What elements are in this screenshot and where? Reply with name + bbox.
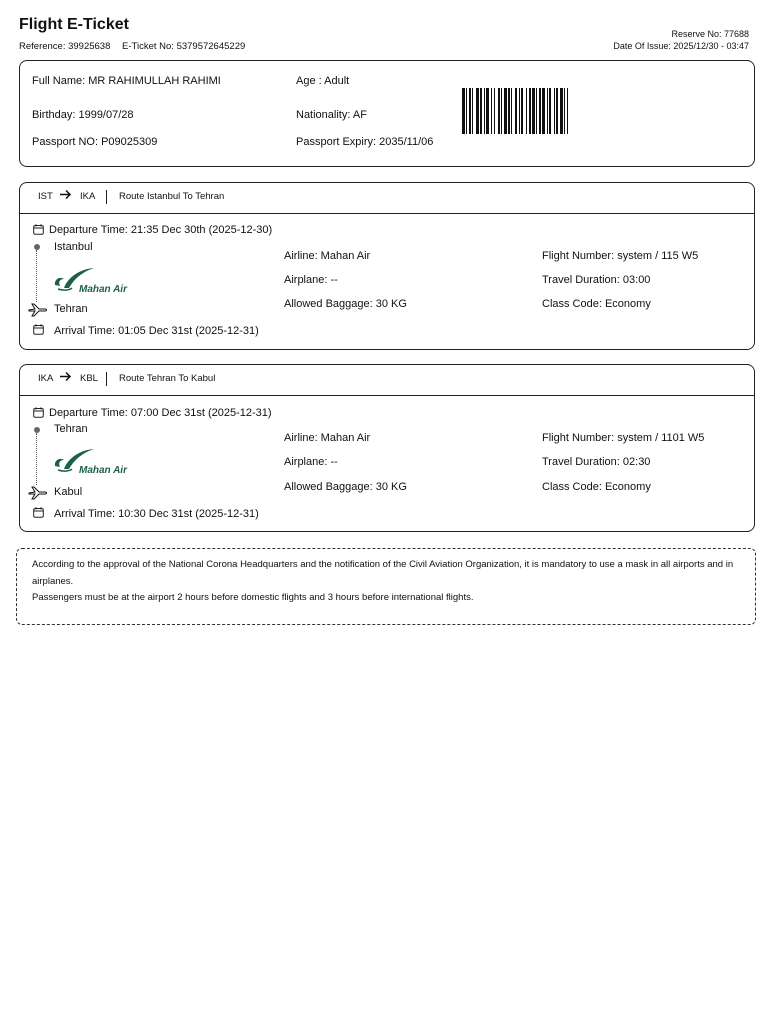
barcode-bar [498,88,500,134]
airplane: Airplane: -- [284,274,338,286]
barcode-bar [472,88,473,134]
reserve-number: Reserve No: 77688 [671,29,749,39]
flight-number: Flight Number: system / 1101 W5 [542,432,705,444]
calendar-icon [33,507,44,518]
barcode-bar [494,88,495,134]
arrival-time: Arrival Time: 10:30 Dec 31st (2025-12-31) [54,508,259,520]
reference-line [19,41,254,52]
to-code: IKA [80,191,96,202]
arrow-right-icon [59,188,72,201]
flight-number: Flight Number: system / 115 W5 [542,250,699,262]
airline: Airline: Mahan Air [284,432,371,444]
barcode-bar [560,88,563,134]
barcode-bar [462,88,465,134]
barcode-bar [466,88,467,134]
flight-leg-1 [19,182,755,350]
leg-header [20,183,754,214]
origin-city: Tehran [54,423,88,435]
age: Age : Adult [296,75,350,87]
header-right [613,28,749,52]
route-timeline [36,250,38,302]
notice-arrival-rule: Passengers must be at the airport 2 hours before domestic flights and 3 hours before international flights. [32,592,474,603]
leg-header [20,365,754,396]
origin-city: Istanbul [54,241,93,253]
barcode-bar [549,88,551,134]
barcode-bar [519,88,520,134]
class-code: Class Code: Economy [542,481,651,493]
airplane: Airplane: -- [284,456,338,468]
barcode-bar [504,88,507,134]
mahan-air-logo [52,448,132,478]
barcode-bar [536,88,537,134]
barcode-bar [554,88,555,134]
barcode-bar [567,88,568,134]
barcode-bar [529,88,531,134]
page-title: Flight E-Ticket [19,16,129,33]
route-label: Route Istanbul To Tehran [119,191,225,202]
barcode [462,88,657,134]
logo-text: Mahan Air [79,284,127,295]
barcode-bar [547,88,548,134]
route-timeline [36,433,38,485]
barcode-bar [511,88,512,134]
barcode-bar [484,88,485,134]
travel-duration: Travel Duration: 02:30 [542,456,651,468]
calendar-icon [33,224,44,235]
passport-number: Passport NO: P09025309 [32,136,158,148]
logo-text: Mahan Air [79,465,127,476]
passenger-card [19,60,755,167]
ticket-header [19,16,749,56]
departure-time: Departure Time: 07:00 Dec 31st (2025-12-31) [49,407,272,419]
barcode-bar [508,88,510,134]
nationality: Nationality: AF [296,109,367,121]
notice-mask-rule: According to the approval of the National Corona Headquarters and the notification of the Civil Aviation Organization, it is mandatory to use a mask in all airports and in airplanes. [32,559,734,587]
allowed-baggage: Allowed Baggage: 30 KG [284,481,407,493]
airline: Airline: Mahan Air [284,250,371,262]
barcode-bar [486,88,489,134]
eticket-number: E-Ticket No: 5379572645229 [122,41,246,52]
barcode-bar [526,88,527,134]
barcode-bar [539,88,541,134]
arrival-time: Arrival Time: 01:05 Dec 31st (2025-12-31) [54,325,259,337]
flight-leg-2 [19,364,755,532]
allowed-baggage: Allowed Baggage: 30 KG [284,298,407,310]
arrow-right-icon [59,370,72,383]
barcode-bar [521,88,523,134]
from-code: IST [38,191,53,202]
barcode-bar [515,88,517,134]
plane-icon [28,486,48,500]
birthday: Birthday: 1999/07/28 [32,109,134,121]
route-label: Route Tehran To Kabul [119,373,216,384]
barcode-bar [469,88,471,134]
reference-number: Reference: 39925638 [19,41,111,52]
calendar-icon [33,324,44,335]
barcode-bar [501,88,502,134]
notice-box [16,548,756,625]
calendar-icon [33,407,44,418]
header-divider [106,372,107,386]
from-code: IKA [38,373,54,384]
barcode-bar [542,88,545,134]
barcode-bar [476,88,479,134]
travel-duration: Travel Duration: 03:00 [542,274,651,286]
full-name: Full Name: MR RAHIMULLAH RAHIMI [32,75,221,87]
header-divider [106,190,107,204]
destination-city: Kabul [54,486,83,498]
destination-city: Tehran [54,303,88,315]
passport-expiry: Passport Expiry: 2035/11/06 [296,136,434,148]
barcode-bar [556,88,558,134]
issue-date: Date Of Issue: 2025/12/30 - 03:47 [613,41,749,51]
barcode-bar [491,88,492,134]
barcode-bar [532,88,535,134]
to-code: KBL [80,373,98,384]
barcode-bar [480,88,482,134]
plane-icon [28,303,48,317]
barcode-bar [564,88,565,134]
class-code: Class Code: Economy [542,298,651,310]
mahan-air-logo [52,267,132,297]
departure-time: Departure Time: 21:35 Dec 30th (2025-12-30) [49,224,273,236]
